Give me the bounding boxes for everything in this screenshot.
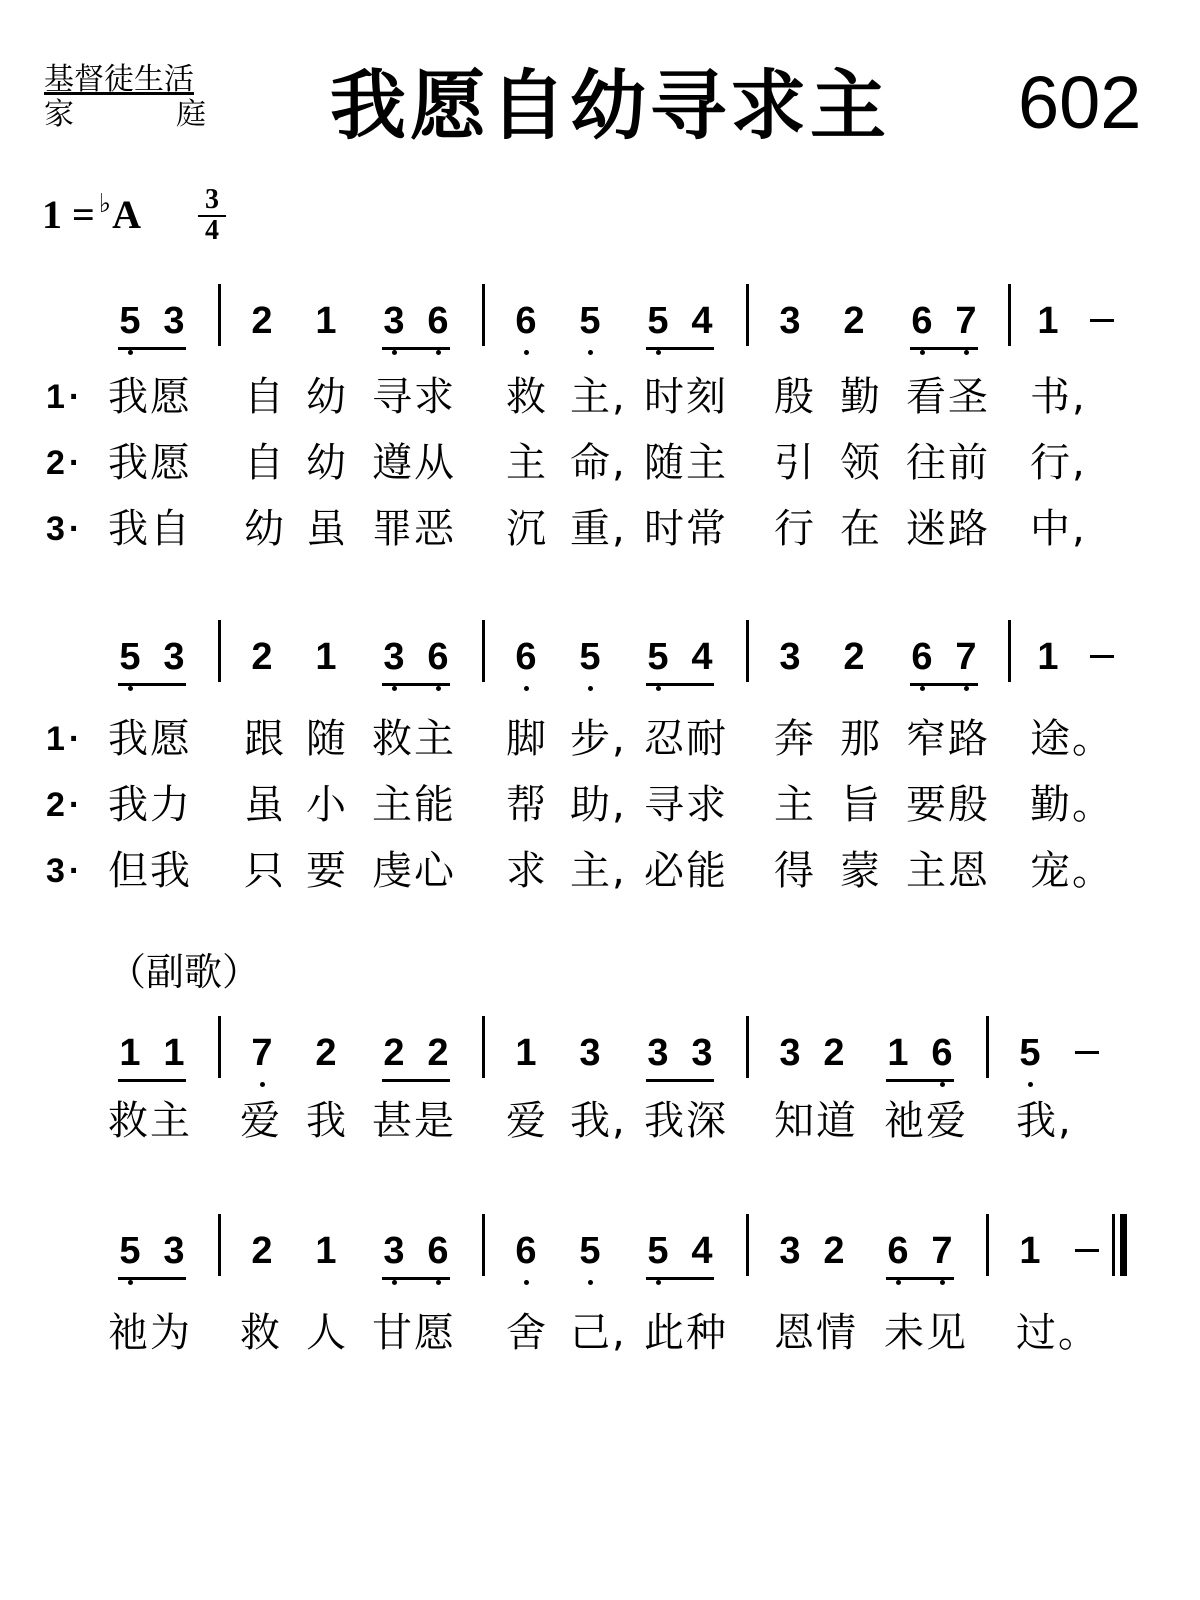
note: 5 <box>115 298 145 344</box>
verse-number: 1 · <box>46 372 80 422</box>
barline <box>986 1214 989 1276</box>
lyric-word: 迷路 <box>906 506 990 552</box>
barline <box>218 1214 221 1276</box>
eighth-beam <box>118 1277 186 1280</box>
lower-octave-dot <box>588 686 593 691</box>
eighth-beam <box>886 1277 954 1280</box>
lyric-word: 求 <box>506 848 548 894</box>
lyric-word: 知道 <box>774 1098 858 1144</box>
lyric-word: 甚是 <box>372 1098 456 1144</box>
lower-octave-dot <box>588 1280 593 1285</box>
note: 1 <box>163 1032 185 1074</box>
note: 3 <box>163 300 185 342</box>
barline <box>218 284 221 346</box>
lower-octave-dot <box>656 350 661 355</box>
barline <box>746 284 749 346</box>
note: 2 <box>251 300 273 342</box>
lower-octave-dot <box>128 686 133 691</box>
key-note: A <box>112 192 141 237</box>
lyric-word: 我愿 <box>108 440 192 486</box>
lyric-word: 幼 <box>306 440 348 486</box>
note: 2 <box>251 1230 273 1272</box>
lyric-word: 主 <box>774 782 816 828</box>
lyric-word: 救主 <box>372 716 456 762</box>
lyric-word: 我 <box>306 1098 348 1144</box>
eighth-beam <box>646 1079 714 1082</box>
eighth-beam <box>382 1277 450 1280</box>
lower-octave-dot <box>524 1280 529 1285</box>
lyric-word: 我自 <box>108 506 192 552</box>
lyric-word: 看圣 <box>906 374 990 420</box>
lyric-word: 恩情 <box>774 1310 858 1356</box>
note: 4 <box>691 636 713 678</box>
note: 6 <box>907 298 937 344</box>
lyric-word: 随 <box>306 716 348 762</box>
lyric-word: 得 <box>774 848 816 894</box>
lyric-word: 书, <box>1030 374 1087 420</box>
note: 7 <box>951 298 981 344</box>
lyric-word: 虽 <box>244 782 286 828</box>
note: 2 <box>427 1032 449 1074</box>
note: 2 <box>823 1032 845 1074</box>
note: 1 <box>887 1032 909 1074</box>
lyric-word: 但我 <box>108 848 192 894</box>
note: 2 <box>843 300 865 342</box>
lyric-word: 爱 <box>506 1098 548 1144</box>
hymn-number: 602 <box>1018 61 1142 144</box>
lower-octave-dot <box>436 1280 441 1285</box>
lyric-word: 我, <box>570 1098 627 1144</box>
category-word-a: 家 <box>44 97 74 132</box>
lyric-word: 殷 <box>774 374 816 420</box>
refrain-label: （副歌） <box>108 950 261 994</box>
category-word-b: 庭 <box>176 97 206 132</box>
lower-octave-dot <box>392 686 397 691</box>
barline <box>218 1016 221 1078</box>
lyric-word: 我力 <box>108 782 192 828</box>
lyric-word: 我深 <box>644 1098 728 1144</box>
note: 3 <box>779 1032 801 1074</box>
page-title: 我愿自幼寻求主 <box>330 61 890 150</box>
lyric-word: 己, <box>570 1310 627 1356</box>
lyric-word: 救 <box>506 374 548 420</box>
note: 5 <box>575 298 605 344</box>
note: 6 <box>927 1030 957 1076</box>
lower-octave-dot <box>656 686 661 691</box>
lyric-line-6 <box>0 844 1200 900</box>
note: 6 <box>423 298 453 344</box>
lyric-word: 蒙 <box>840 848 882 894</box>
note: 3 <box>691 1032 713 1074</box>
lyric-line-2 <box>0 436 1200 492</box>
barline <box>746 1214 749 1276</box>
note: 6 <box>883 1228 913 1274</box>
lyric-word: 我愿 <box>108 716 192 762</box>
eighth-beam <box>886 1079 954 1082</box>
lyric-word: 往前 <box>906 440 990 486</box>
barline <box>746 620 749 682</box>
lyric-word: 救主 <box>108 1098 192 1144</box>
lyric-word: 助, <box>570 782 627 828</box>
note: 3 <box>647 1032 669 1074</box>
lower-octave-dot <box>920 350 925 355</box>
note: 3 <box>163 1230 185 1272</box>
lyric-line-8 <box>0 1306 1200 1362</box>
lower-octave-dot <box>436 686 441 691</box>
note: 6 <box>511 1228 541 1274</box>
lyric-word: 只 <box>244 848 286 894</box>
lyric-word: 祂爱 <box>884 1098 968 1144</box>
note: 5 <box>1015 1030 1045 1076</box>
lower-octave-dot <box>524 350 529 355</box>
verse-number: 3 · <box>46 846 80 896</box>
category-line2 <box>44 97 206 133</box>
lyric-word: 我, <box>1016 1098 1073 1144</box>
note: 1 <box>515 1032 537 1074</box>
meter-top: 3 <box>198 186 226 217</box>
note: 2 <box>843 636 865 678</box>
verse-number: 2 · <box>46 438 80 488</box>
barline <box>482 620 485 682</box>
key-do: 1 = <box>42 192 95 237</box>
lower-octave-dot <box>128 1280 133 1285</box>
lyric-word: 领 <box>840 440 882 486</box>
note: 6 <box>423 1228 453 1274</box>
lyric-word: 宠。 <box>1030 848 1114 894</box>
lyric-word: 主恩 <box>906 848 990 894</box>
lyric-line-3 <box>0 502 1200 558</box>
lyric-word: 忍耐 <box>644 716 728 762</box>
lyric-word: 勤。 <box>1030 782 1114 828</box>
lyric-word: 要殷 <box>906 782 990 828</box>
note: 4 <box>691 300 713 342</box>
note: 1 <box>315 1230 337 1272</box>
lyric-word: 要 <box>306 848 348 894</box>
sustain-dash <box>1090 319 1114 322</box>
note: 4 <box>691 1230 713 1272</box>
eighth-beam <box>118 1079 186 1082</box>
note: 3 <box>379 298 409 344</box>
flat-icon: ♭ <box>98 189 112 218</box>
category-line1: 基督徒生活 <box>44 62 194 97</box>
note: 2 <box>383 1032 405 1074</box>
lyric-word: 虽 <box>306 506 348 552</box>
lyric-line-4 <box>0 712 1200 768</box>
lower-octave-dot <box>1028 1082 1033 1087</box>
lower-octave-dot <box>896 1280 901 1285</box>
lyric-word: 勤 <box>840 374 882 420</box>
eighth-beam <box>646 683 714 686</box>
lyric-word: 跟 <box>244 716 286 762</box>
lower-octave-dot <box>436 350 441 355</box>
note: 7 <box>927 1228 957 1274</box>
notes-line-2 <box>0 634 1200 704</box>
barline <box>746 1016 749 1078</box>
lyric-word: 必能 <box>644 848 728 894</box>
note: 6 <box>511 298 541 344</box>
eighth-beam <box>382 1079 450 1082</box>
lyric-line-7 <box>0 1094 1200 1150</box>
note: 5 <box>115 634 145 680</box>
eighth-beam <box>118 347 186 350</box>
note: 5 <box>643 1228 673 1274</box>
verse-number: 2 · <box>46 780 80 830</box>
barline <box>482 284 485 346</box>
lyric-word: 未见 <box>884 1310 968 1356</box>
sustain-dash <box>1090 655 1114 658</box>
note: 1 <box>315 300 337 342</box>
eighth-beam <box>382 347 450 350</box>
lyric-line-1 <box>0 370 1200 426</box>
lower-octave-dot <box>392 1280 397 1285</box>
sustain-dash <box>1075 1051 1099 1054</box>
note: 5 <box>643 298 673 344</box>
meter-bottom: 4 <box>205 215 219 246</box>
barline <box>1008 284 1011 346</box>
lower-octave-dot <box>128 350 133 355</box>
eighth-beam <box>118 683 186 686</box>
eighth-beam <box>646 347 714 350</box>
note: 6 <box>423 634 453 680</box>
note: 1 <box>119 1032 141 1074</box>
lower-octave-dot <box>260 1082 265 1087</box>
final-barline-thin <box>1112 1214 1115 1276</box>
lyric-word: 祂为 <box>108 1310 192 1356</box>
lyric-word: 沉 <box>506 506 548 552</box>
note: 1 <box>1019 1230 1041 1272</box>
lyric-word: 主, <box>570 848 627 894</box>
lyric-word: 幼 <box>244 506 286 552</box>
lyric-word: 重, <box>570 506 627 552</box>
lyric-word: 引 <box>774 440 816 486</box>
lyric-word: 旨 <box>840 782 882 828</box>
barline <box>1008 620 1011 682</box>
lyric-word: 步, <box>570 716 627 762</box>
lower-octave-dot <box>392 350 397 355</box>
lyric-word: 自 <box>244 440 286 486</box>
note: 5 <box>115 1228 145 1274</box>
note: 6 <box>511 634 541 680</box>
lyric-word: 爱 <box>240 1098 282 1144</box>
lower-octave-dot <box>524 686 529 691</box>
lyric-word: 寻求 <box>644 782 728 828</box>
final-barline-thick <box>1120 1214 1127 1276</box>
note: 3 <box>379 1228 409 1274</box>
eighth-beam <box>910 347 978 350</box>
notes-line-4 <box>0 1228 1200 1298</box>
lyric-word: 救 <box>240 1310 282 1356</box>
barline <box>986 1016 989 1078</box>
note: 1 <box>315 636 337 678</box>
lyric-word: 那 <box>840 716 882 762</box>
note: 2 <box>315 1032 337 1074</box>
lyric-word: 此种 <box>644 1310 728 1356</box>
note: 5 <box>643 634 673 680</box>
lyric-word: 帮 <box>506 782 548 828</box>
lyric-word: 自 <box>244 374 286 420</box>
lower-octave-dot <box>940 1280 945 1285</box>
lower-octave-dot <box>920 686 925 691</box>
barline <box>482 1214 485 1276</box>
note: 5 <box>575 1228 605 1274</box>
lower-octave-dot <box>964 350 969 355</box>
barline <box>218 620 221 682</box>
note: 3 <box>163 636 185 678</box>
note: 3 <box>779 1230 801 1272</box>
lyric-word: 幼 <box>306 374 348 420</box>
note: 6 <box>907 634 937 680</box>
verse-number: 3 · <box>46 504 80 554</box>
notes-line-3 <box>0 1030 1200 1100</box>
lower-octave-dot <box>588 350 593 355</box>
lyric-word: 主 <box>506 440 548 486</box>
lyric-word: 随主 <box>644 440 728 486</box>
note: 7 <box>951 634 981 680</box>
lower-octave-dot <box>656 1280 661 1285</box>
lyric-word: 行 <box>774 506 816 552</box>
lyric-word: 时常 <box>644 506 728 552</box>
notes-line-1 <box>0 298 1200 368</box>
lyric-word: 中, <box>1030 506 1087 552</box>
note: 3 <box>379 634 409 680</box>
lyric-word: 在 <box>840 506 882 552</box>
lyric-word: 奔 <box>774 716 816 762</box>
lyric-word: 罪恶 <box>372 506 456 552</box>
sustain-dash <box>1075 1249 1099 1252</box>
verse-number: 1 · <box>46 714 80 764</box>
lyric-word: 窄路 <box>906 716 990 762</box>
lyric-word: 遵从 <box>372 440 456 486</box>
note: 2 <box>823 1230 845 1272</box>
lyric-word: 小 <box>306 782 348 828</box>
lyric-word: 人 <box>306 1310 348 1356</box>
time-signature <box>198 186 226 245</box>
note: 5 <box>575 634 605 680</box>
note: 1 <box>1037 300 1059 342</box>
lyric-word: 甘愿 <box>372 1310 456 1356</box>
note: 1 <box>1037 636 1059 678</box>
eighth-beam <box>382 683 450 686</box>
lyric-word: 寻求 <box>372 374 456 420</box>
lyric-word: 时刻 <box>644 374 728 420</box>
lyric-word: 我愿 <box>108 374 192 420</box>
lyric-word: 途。 <box>1030 716 1114 762</box>
lyric-word: 虔心 <box>372 848 456 894</box>
lyric-word: 舍 <box>506 1310 548 1356</box>
eighth-beam <box>910 683 978 686</box>
lyric-word: 主能 <box>372 782 456 828</box>
key-signature <box>42 190 141 245</box>
lyric-line-5 <box>0 778 1200 834</box>
note: 3 <box>779 636 801 678</box>
note: 3 <box>779 300 801 342</box>
lyric-word: 过。 <box>1016 1310 1100 1356</box>
barline <box>482 1016 485 1078</box>
lyric-word: 脚 <box>506 716 548 762</box>
eighth-beam <box>646 1277 714 1280</box>
note: 3 <box>579 1032 601 1074</box>
lower-octave-dot <box>940 1082 945 1087</box>
lower-octave-dot <box>964 686 969 691</box>
note: 2 <box>251 636 273 678</box>
lyric-word: 主, <box>570 374 627 420</box>
lyric-word: 命, <box>570 440 627 486</box>
note: 7 <box>247 1030 277 1076</box>
lyric-word: 行, <box>1030 440 1087 486</box>
